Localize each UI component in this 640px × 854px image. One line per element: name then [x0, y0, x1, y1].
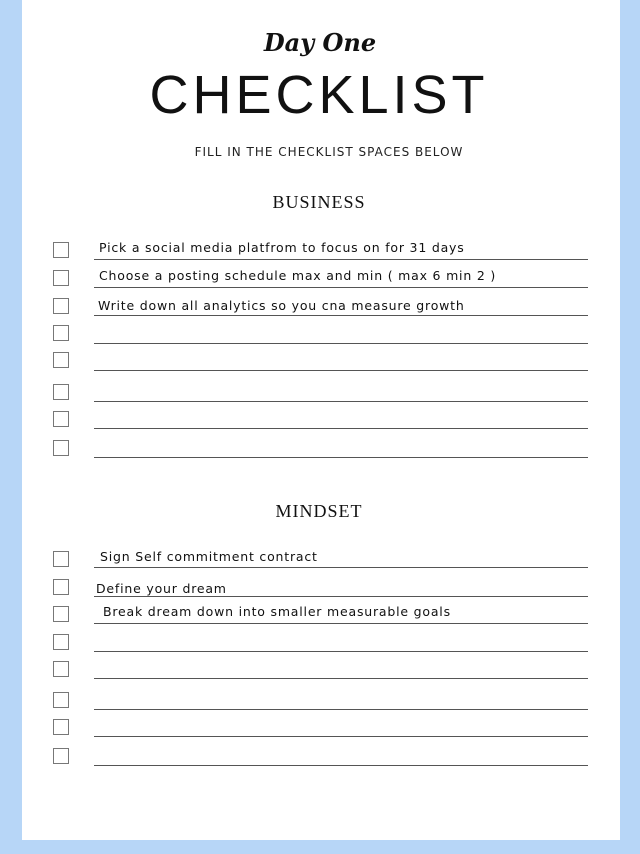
item-text[interactable]: Define your dream	[96, 581, 227, 596]
checklist-page	[22, 0, 620, 840]
section-heading-mindset: MINDSET	[275, 501, 363, 521]
checkbox[interactable]	[53, 411, 69, 427]
write-line	[94, 287, 588, 288]
mindset-item-8	[22, 748, 620, 776]
write-line	[94, 651, 588, 652]
business-item-3	[22, 297, 620, 325]
write-line	[94, 567, 588, 568]
item-text[interactable]: Break dream down into smaller measurable goals	[103, 604, 451, 619]
checkbox[interactable]	[53, 384, 69, 400]
business-item-8	[22, 440, 620, 468]
business-item-1	[22, 240, 620, 268]
business-item-2	[22, 268, 620, 296]
write-line	[94, 623, 588, 624]
checkbox[interactable]	[53, 661, 69, 677]
checkbox[interactable]	[53, 748, 69, 764]
item-text[interactable]: Write down all analytics so you cna measure growth	[98, 298, 465, 313]
write-line	[94, 596, 588, 597]
business-item-4	[22, 324, 620, 352]
mindset-item-2	[22, 578, 620, 606]
page-subtitle: Day One	[263, 28, 377, 57]
section-heading-business: BUSINESS	[272, 192, 366, 212]
write-line	[94, 428, 588, 429]
checkbox[interactable]	[53, 692, 69, 708]
write-line	[94, 736, 588, 737]
write-line	[94, 709, 588, 710]
checkbox[interactable]	[53, 352, 69, 368]
instructions-text: FILL IN THE CHECKLIST SPACES BELOW	[194, 145, 464, 159]
write-line	[94, 370, 588, 371]
checkbox[interactable]	[53, 242, 69, 258]
checkbox[interactable]	[53, 551, 69, 567]
checkbox[interactable]	[53, 298, 69, 314]
checkbox[interactable]	[53, 325, 69, 341]
mindset-item-5	[22, 660, 620, 688]
checkbox[interactable]	[53, 270, 69, 286]
write-line	[94, 259, 588, 260]
write-line	[94, 678, 588, 679]
item-text[interactable]: Pick a social media platfrom to focus on for 31 days	[99, 240, 465, 255]
checkbox[interactable]	[53, 579, 69, 595]
mindset-item-4	[22, 633, 620, 661]
mindset-item-1	[22, 549, 620, 577]
write-line	[94, 457, 588, 458]
item-text[interactable]: Choose a posting schedule max and min ( max 6 min 2 )	[99, 268, 497, 283]
write-line	[94, 343, 588, 344]
checkbox[interactable]	[53, 719, 69, 735]
item-text[interactable]: Sign Self commitment contract	[100, 549, 318, 564]
business-item-5	[22, 352, 620, 380]
write-line	[94, 315, 588, 316]
mindset-item-6	[22, 691, 620, 719]
page-title: CHECKLIST	[149, 65, 489, 125]
business-item-6	[22, 383, 620, 411]
mindset-item-3	[22, 604, 620, 632]
write-line	[94, 401, 588, 402]
checkbox[interactable]	[53, 634, 69, 650]
checkbox[interactable]	[53, 606, 69, 622]
mindset-item-7	[22, 718, 620, 746]
write-line	[94, 765, 588, 766]
checkbox[interactable]	[53, 440, 69, 456]
business-item-7	[22, 410, 620, 438]
